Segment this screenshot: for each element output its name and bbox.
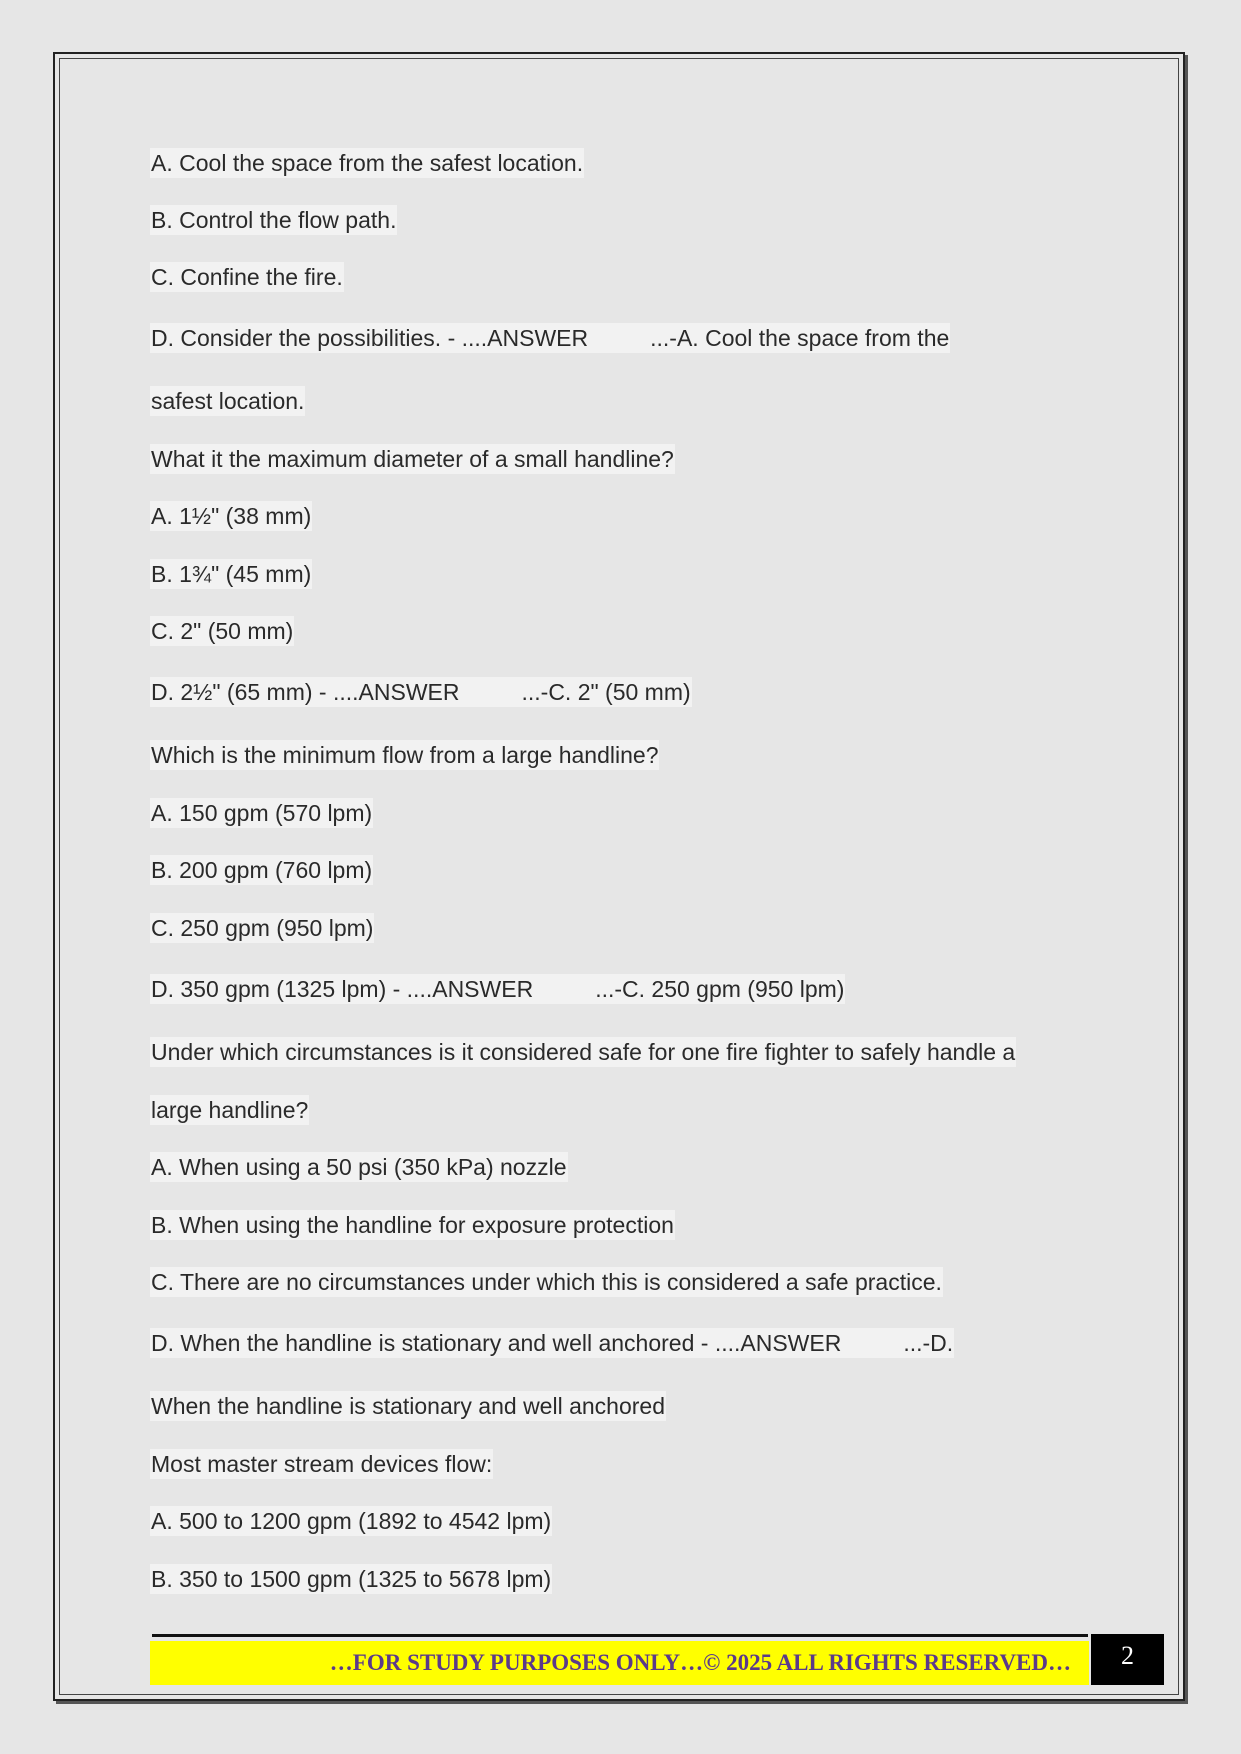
text-line <box>150 1449 493 1479</box>
question-text: D. 350 gpm (1325 lpm) - ....ANSWER <box>151 976 534 1002</box>
text-line <box>150 323 950 353</box>
text-line <box>150 262 344 292</box>
footer-rule <box>152 1634 1088 1637</box>
text-line <box>150 1328 954 1358</box>
text-line-content: C. 2" (50 mm) <box>151 618 294 644</box>
text-line <box>150 677 692 707</box>
text-line <box>150 1210 675 1240</box>
text-line-content: B. 200 gpm (760 lpm) <box>151 857 373 883</box>
answer-text: ...-D. <box>903 1330 954 1356</box>
text-line <box>150 855 373 885</box>
text-line <box>150 444 675 474</box>
text-line-content <box>150 677 692 707</box>
text-line <box>150 559 312 589</box>
question-text: D. When the handline is stationary and well anchored - ....ANSWER <box>151 1330 842 1356</box>
text-line-content <box>150 1328 954 1358</box>
text-line-content: What it the maximum diameter of a small handline? <box>151 446 674 472</box>
text-line <box>150 740 659 770</box>
answer-text: ...-A. Cool the space from the <box>650 325 950 351</box>
text-line <box>150 798 373 828</box>
text-line-content: Under which circumstances is it considered safe for one fire fighter to safely handle a <box>151 1039 1016 1065</box>
text-line <box>150 501 312 531</box>
text-line <box>150 913 374 943</box>
text-line-content: When the handline is stationary and well anchored <box>151 1393 665 1419</box>
text-line <box>150 1152 568 1182</box>
text-line <box>150 1391 666 1421</box>
text-line-content: large handline? <box>151 1097 309 1123</box>
text-line-content: Which is the minimum flow from a large handline? <box>151 742 659 768</box>
answer-text: ...-C. 2" (50 mm) <box>521 679 691 705</box>
text-line-content: A. 150 gpm (570 lpm) <box>151 800 373 826</box>
text-line <box>150 616 294 646</box>
text-line <box>150 386 305 416</box>
text-line <box>150 205 397 235</box>
text-line-content <box>150 323 950 353</box>
text-line-content: B. 1¾" (45 mm) <box>151 561 312 587</box>
text-line-content: C. There are no circumstances under which this is considered a safe practice. <box>151 1269 942 1295</box>
text-line-content: B. When using the handline for exposure protection <box>151 1212 674 1238</box>
text-line <box>150 1267 943 1297</box>
text-line <box>150 974 845 1004</box>
text-line-content: Most master stream devices flow: <box>151 1451 493 1477</box>
text-line <box>150 1095 309 1125</box>
text-line-content <box>150 974 845 1004</box>
text-line-content: safest location. <box>151 388 305 414</box>
text-line-content: B. Control the flow path. <box>151 207 397 233</box>
text-line-content: C. 250 gpm (950 lpm) <box>151 915 374 941</box>
footer-banner: …FOR STUDY PURPOSES ONLY…© 2025 ALL RIGHTS RESERVED… <box>150 1641 1089 1685</box>
text-line-content: A. Cool the space from the safest location. <box>151 150 584 176</box>
text-line <box>150 1564 552 1594</box>
answer-text: ...-C. 250 gpm (950 lpm) <box>595 976 845 1002</box>
text-line <box>150 148 584 178</box>
page-number: 2 <box>1091 1634 1164 1685</box>
question-text: D. Consider the possibilities. - ....ANSWER <box>151 325 589 351</box>
text-line-content: A. When using a 50 psi (350 kPa) nozzle <box>151 1154 567 1180</box>
question-text: D. 2½" (65 mm) - ....ANSWER <box>151 679 460 705</box>
text-line-content: B. 350 to 1500 gpm (1325 to 5678 lpm) <box>151 1566 552 1592</box>
text-line <box>150 1506 552 1536</box>
text-line-content: A. 1½" (38 mm) <box>151 503 312 529</box>
text-line-content: A. 500 to 1200 gpm (1892 to 4542 lpm) <box>151 1508 552 1534</box>
text-line <box>150 1037 1016 1067</box>
text-line-content: C. Confine the fire. <box>151 264 343 290</box>
